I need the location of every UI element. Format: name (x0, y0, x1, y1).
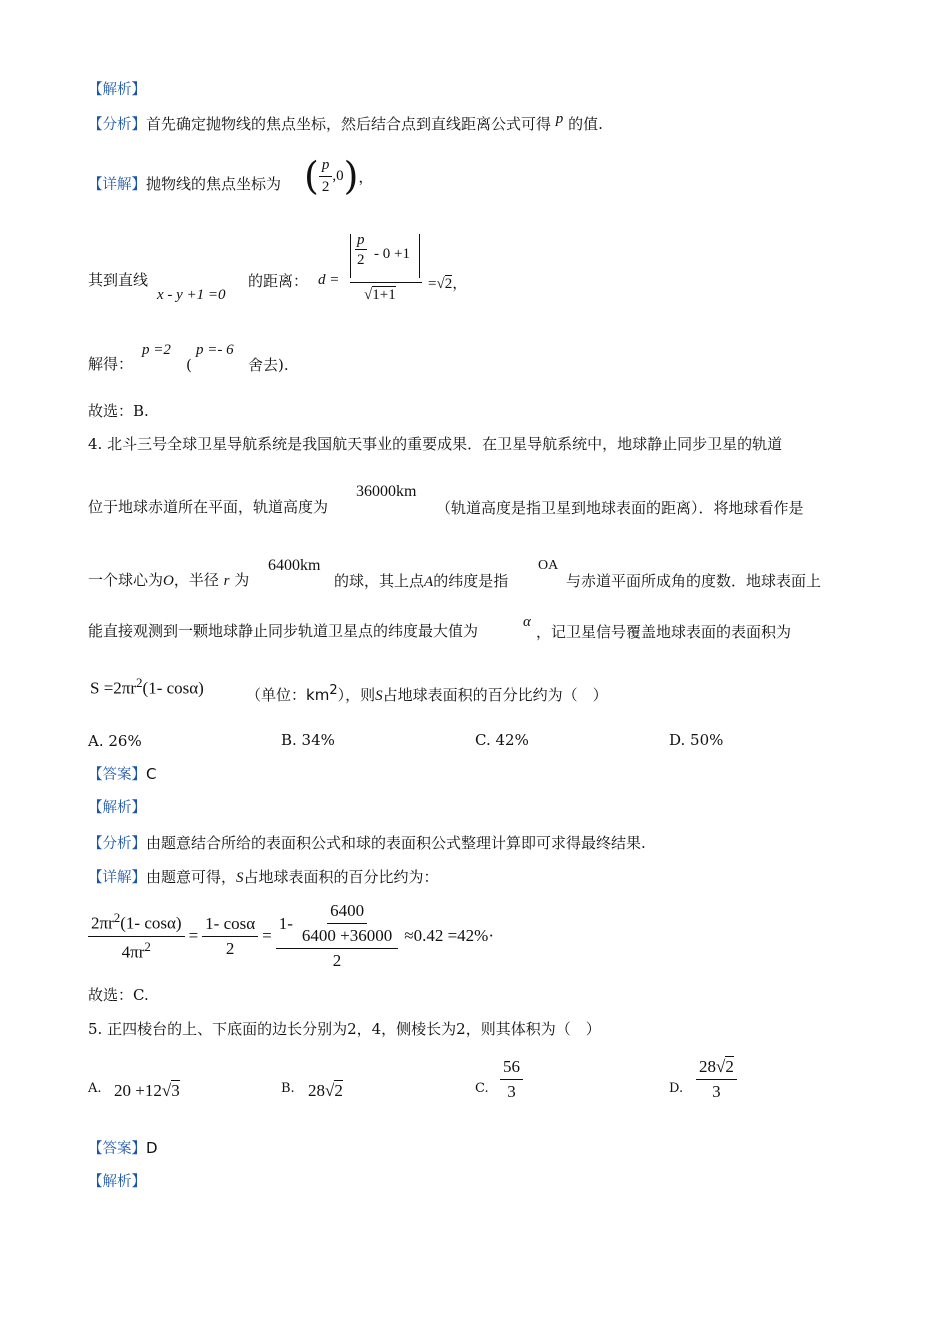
xiangjie-tag: 【详解】 (88, 177, 146, 193)
area-formula: $S =2\pi r^2(1-$ cosα) (90, 675, 204, 698)
xiangjie-text: 抛物线的焦点坐标为 (146, 175, 282, 193)
fenxi-text: 首先确定抛物线的焦点坐标，然后结合点到直线距离公式可得 (146, 115, 552, 133)
segment-OA: OA (538, 558, 559, 573)
q5-stem: 5. 正四棱台的上、下底面的边长分别为2，4，侧棱长为2，则其体积为（ ） (88, 1020, 601, 1038)
distance-lhs: d = (318, 272, 340, 288)
q4-stem-line1: 4. 北斗三号全球卫星导航系统是我国航天事业的重要成果．在卫星导航系统中，地球静止同步卫星的轨道 (88, 435, 783, 453)
q4-stem-line4: 能直接观测到一颗地球静止同步轨道卫星点的纬度最大值为 (88, 622, 479, 640)
solve-p2: p =- 6 (196, 342, 234, 358)
q5-option-d: $\frac{28√2}{3}$ (696, 1057, 737, 1102)
percentage-calculation: $\frac{2\pi r^2(1- \cos\alpha)}{4\pi r^2}$ = $\frac{1- \cos\alpha}{2}$ = 1- $\frac{6400}{6400 +36000}$ 2 ≈0.42 =42% · (88, 900, 494, 972)
q4-option-d: D. 50% (669, 731, 724, 749)
q4-answer-line (88, 764, 156, 785)
answer-value: C (146, 765, 157, 783)
q5-answer-line: 【答案】D (88, 1139, 158, 1157)
q4-option-b: B. 34% (281, 731, 335, 749)
xiangjie-line-q4: 【详解】由题意可得，S占地球表面积的百分比约为： (88, 868, 439, 886)
jiexi-label-q5: 【解析】 (88, 1174, 146, 1190)
line-equation: x - y +1 =0 (157, 287, 226, 303)
q5-option-b: 28√2 (308, 1081, 343, 1100)
choose-q4: 故选：C. (88, 986, 149, 1004)
solve-pre: 解得： (88, 355, 134, 373)
q4-option-a: A. 26% (88, 732, 142, 750)
solve-end: 舍去). (248, 356, 289, 374)
fenxi-tag: 【分析】 (88, 117, 146, 133)
q4-stem-line2: 位于地球赤道所在平面，轨道高度为 (88, 498, 329, 516)
alpha-symbol: α (523, 614, 531, 630)
jiexi-label-q3: 【解析】 (88, 82, 146, 98)
distance-line-mid: 的距离： (248, 272, 309, 290)
focus-fraction: $\frac{p}{2}$ (319, 157, 333, 196)
fenxi-line-q3 (88, 111, 603, 135)
solve-p: p =2 (142, 342, 171, 358)
q4-option-c: C. 42% (475, 731, 529, 749)
xiangjie-line-q3 (88, 174, 281, 195)
focus-coordinate: ( $\frac{p}{2}$ ,0 ) ， (304, 154, 374, 198)
answer-tag: 【答案】 (88, 767, 146, 783)
distance-line-pre: 其到直线 (88, 271, 149, 289)
fenxi-end: 的值. (568, 115, 603, 133)
q5-option-c: $\frac{56}{3}$ (500, 1057, 523, 1102)
fenxi-line-q4: 【分析】由题意结合所给的表面积公式和球的表面积公式整理计算即可求得最终结果. (88, 834, 646, 852)
orbit-height: 36000km (356, 483, 417, 500)
unit-km2: $km^2$ (306, 683, 338, 704)
choose-q3: 故选：B. (88, 402, 149, 420)
distance-result: 2 (444, 276, 453, 292)
fenxi-p: p (555, 111, 564, 127)
q4-stem-line3: 一个球心为O，半径 r 为 (88, 571, 250, 589)
earth-radius: 6400km (268, 557, 321, 574)
q5-option-a: 20 +12√3 (114, 1081, 180, 1100)
jiexi-label-q4: 【解析】 (88, 800, 146, 816)
